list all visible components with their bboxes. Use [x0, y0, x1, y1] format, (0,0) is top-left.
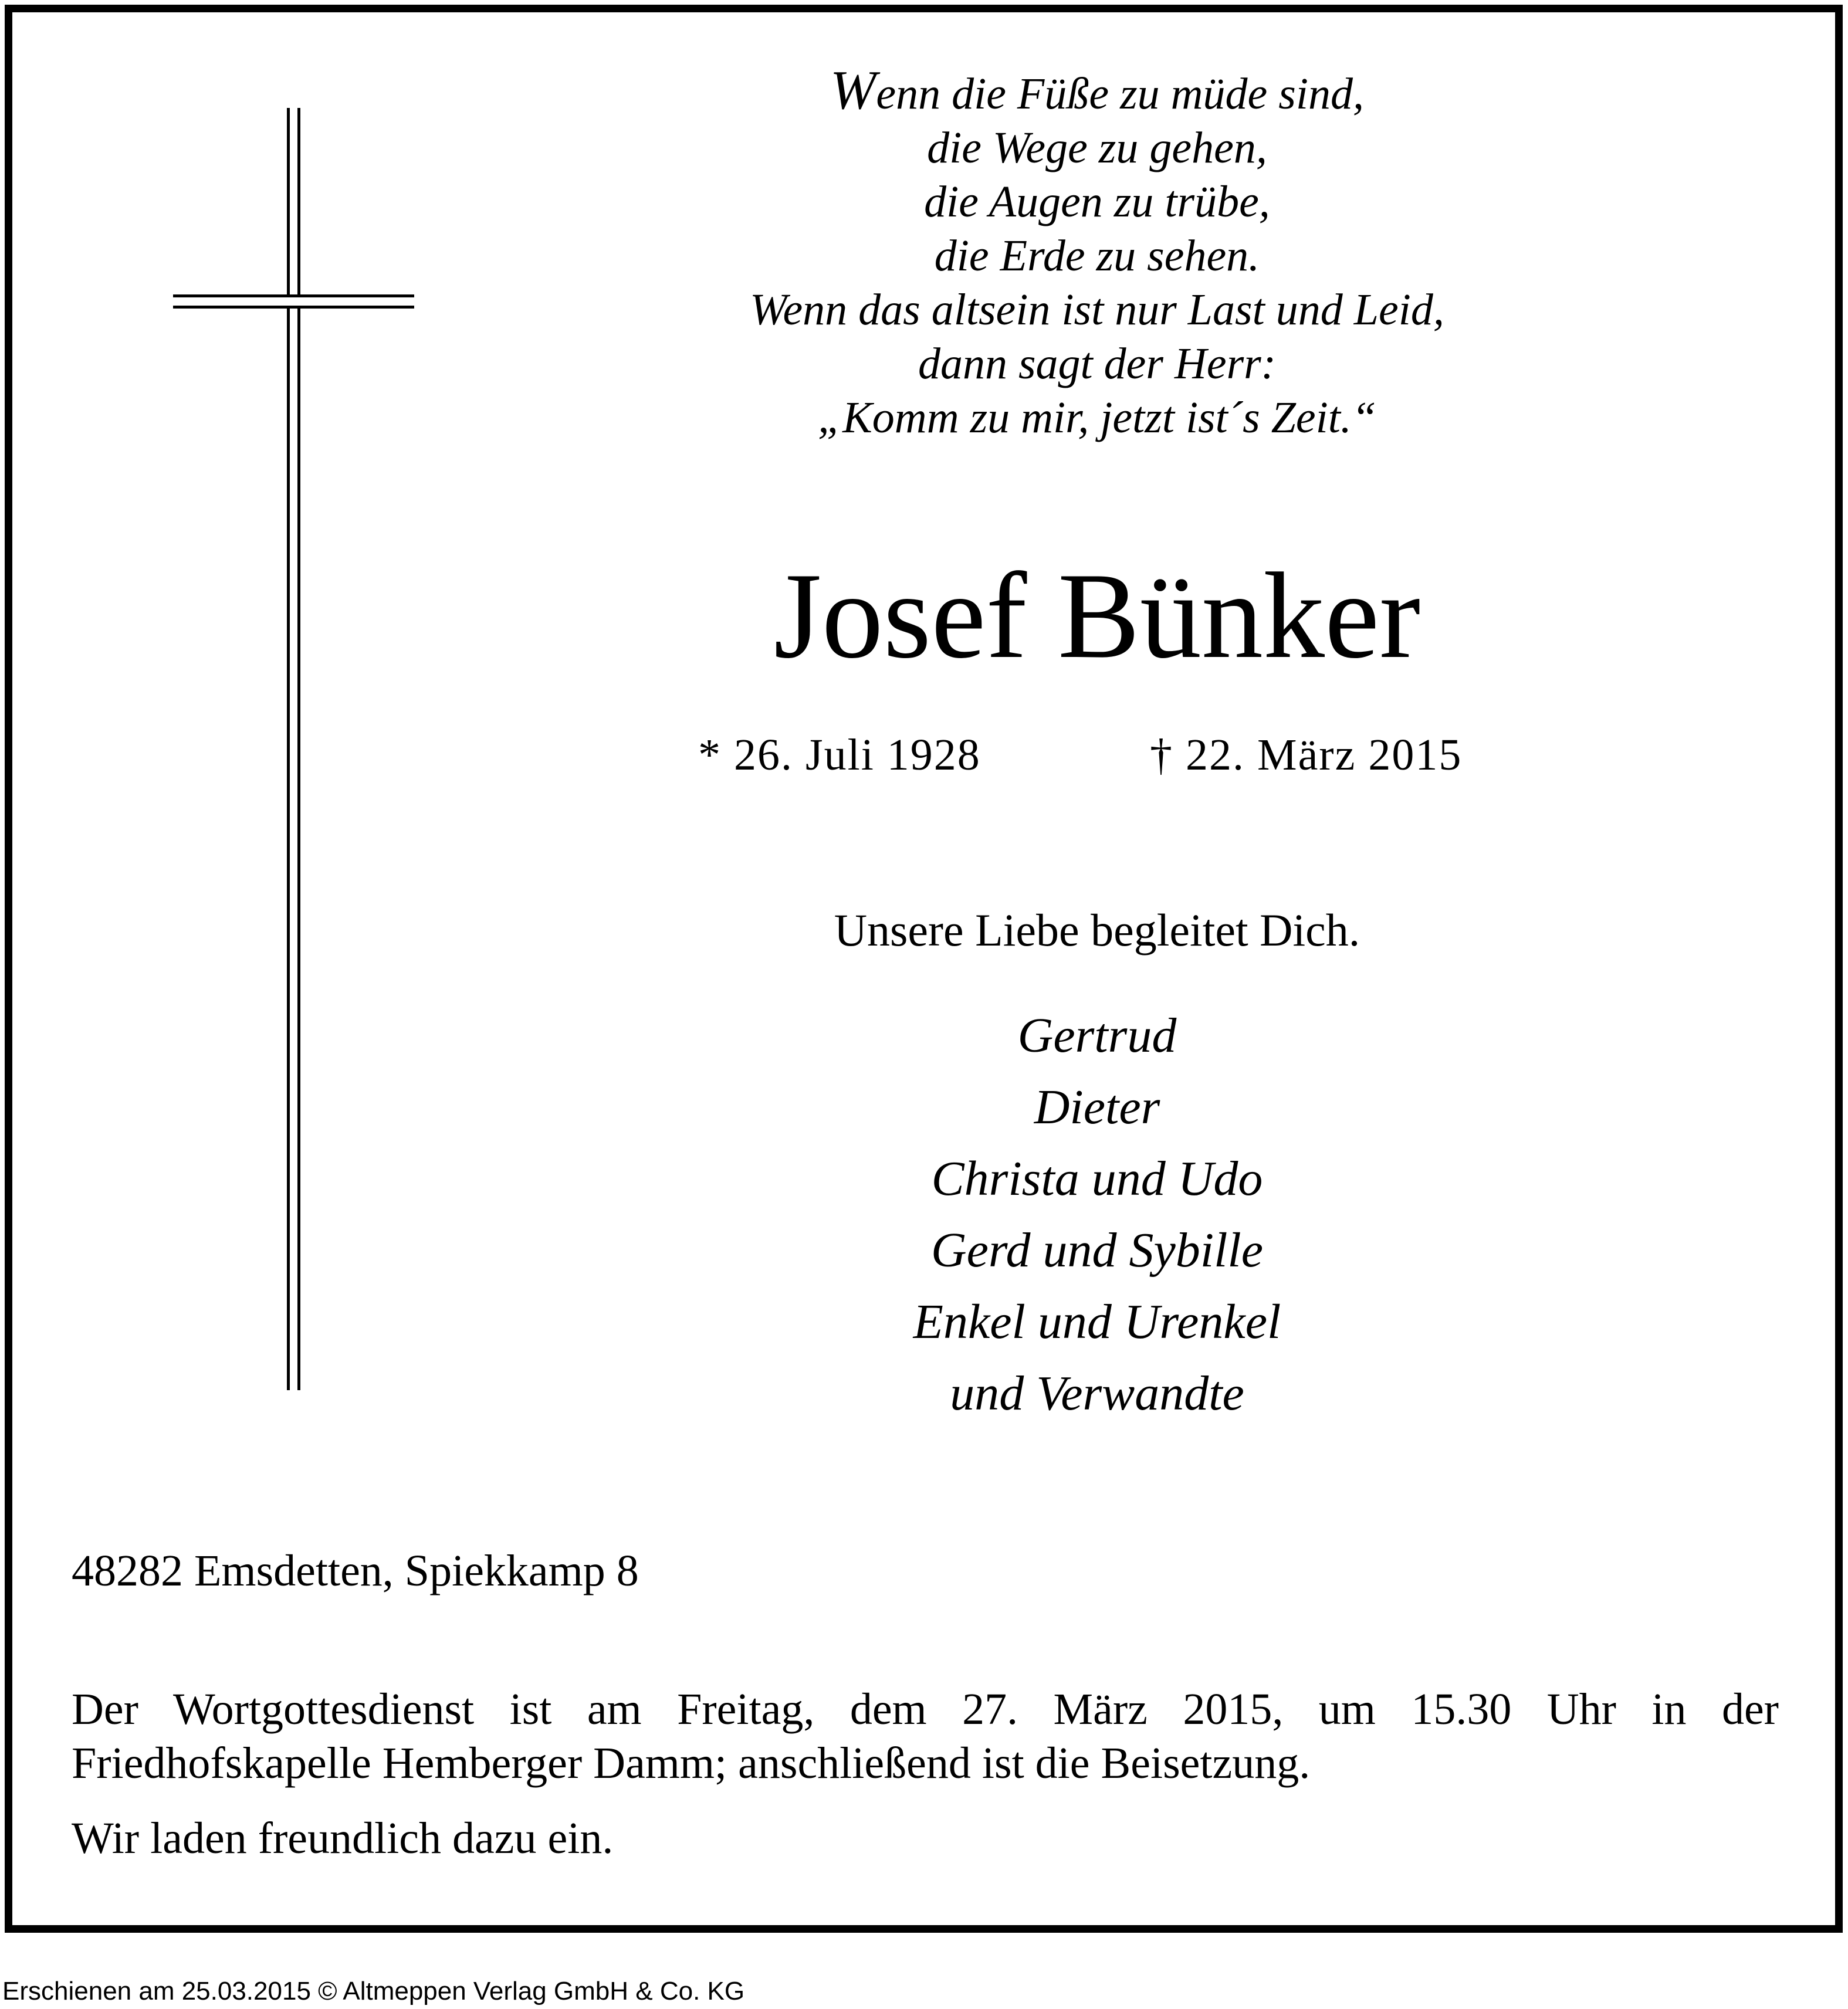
deceased-name: Josef Bünker [773, 548, 1421, 684]
family-member: Enkel und Urenkel [913, 1295, 1281, 1349]
poem-line-1-text: enn die Füße zu müde sind, [876, 69, 1364, 118]
poem-line-2: die Wege zu gehen, [927, 123, 1267, 172]
farewell-text: Unsere Liebe begleitet Dich. [834, 904, 1360, 956]
poem-line-6: dann sagt der Herr: [918, 339, 1277, 388]
family-member: und Verwandte [950, 1366, 1244, 1421]
poem-line-1 [628, 60, 1566, 121]
family-member: Christa und Udo [931, 1151, 1263, 1206]
poem-line-7: „Komm zu mir, jetzt ist´s Zeit.“ [817, 393, 1377, 442]
service-line-1: Der Wortgottesdienst ist am Freitag, dem 27. März 2015, um 15.30 Uhr in der [72, 1685, 1779, 1734]
death-date: † 22. März 2015 [1150, 730, 1463, 780]
publication-footer: Erschienen am 25.03.2015 © Altmeppen Verlag GmbH & Co. KG [2, 1977, 745, 2005]
family-list [628, 1000, 1566, 1429]
family-member: Gerd und Sybille [930, 1223, 1264, 1278]
service-info [72, 1682, 1779, 1790]
cross-intersection [290, 297, 297, 306]
address: 48282 Emsdetten, Spiekkamp 8 [72, 1546, 639, 1595]
poem [628, 60, 1566, 445]
family-member: Dieter [1034, 1080, 1160, 1134]
service-line-2: Friedhofskapelle Hemberger Damm; anschließend ist die Beisetzung. [72, 1739, 1311, 1788]
poem-line-3: die Augen zu trübe, [924, 177, 1270, 226]
invitation-text: Wir laden freundlich dazu ein. [72, 1814, 614, 1863]
poem-initial: W [830, 60, 876, 121]
poem-line-4: die Erde zu sehen. [934, 231, 1260, 280]
poem-line-5: Wenn das altsein ist nur Last und Leid, [750, 285, 1444, 334]
birth-date: * 26. Juli 1928 [698, 730, 981, 780]
family-member: Gertrud [1017, 1008, 1177, 1063]
